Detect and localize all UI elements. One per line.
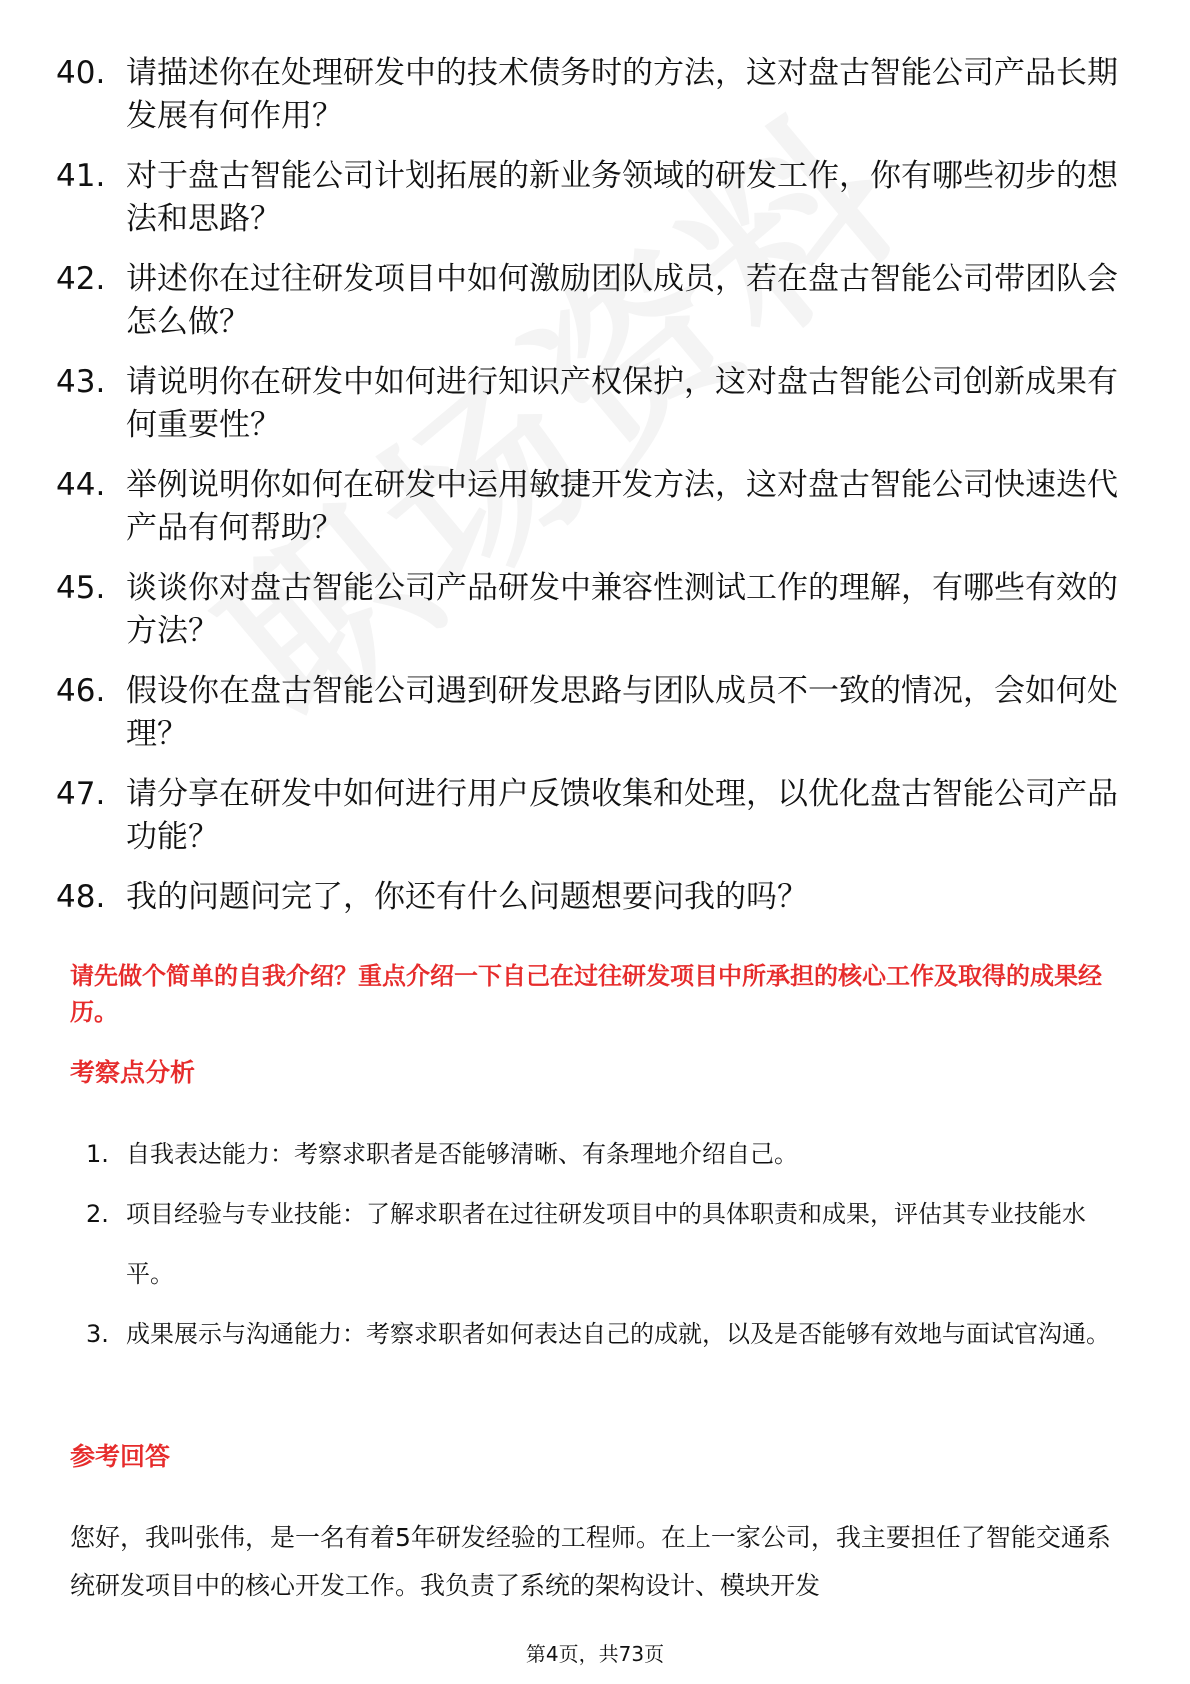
question-list: [56, 52, 1126, 936]
analysis-heading: 考察点分析: [70, 1058, 196, 1087]
question-item: [56, 567, 1126, 653]
question-number: 41.: [56, 158, 106, 194]
question-item: [56, 876, 1126, 919]
question-item: [56, 464, 1126, 550]
question-number: 44.: [56, 467, 106, 503]
analysis-number: 1.: [86, 1140, 109, 1168]
question-text: 谈谈你对盘古智能公司产品研发中兼容性测试工作的理解，有哪些有效的方法？: [126, 570, 1118, 649]
analysis-list: [86, 1124, 1126, 1364]
analysis-item: [86, 1304, 1126, 1364]
question-number: 43.: [56, 364, 106, 400]
question-item: [56, 670, 1126, 756]
question-text: 假设你在盘古智能公司遇到研发思路与团队成员不一致的情况，会如何处理？: [126, 673, 1118, 752]
question-item: [56, 155, 1126, 241]
question-item: [56, 773, 1126, 859]
analysis-text: 项目经验与专业技能：了解求职者在过往研发项目中的具体职责和成果，评估其专业技能水平。: [126, 1200, 1086, 1288]
question-text: 我的问题问完了，你还有什么问题想要问我的吗？: [126, 879, 808, 915]
analysis-item: [86, 1124, 1126, 1184]
question-text: 举例说明你如何在研发中运用敏捷开发方法，这对盘古智能公司快速迭代产品有何帮助？: [126, 467, 1118, 546]
question-text: 请描述你在处理研发中的技术债务时的方法，这对盘古智能公司产品长期发展有何作用？: [126, 55, 1118, 134]
question-text: 对于盘古智能公司计划拓展的新业务领域的研发工作，你有哪些初步的想法和思路？: [126, 158, 1118, 237]
question-number: 42.: [56, 261, 106, 297]
question-number: 45.: [56, 570, 106, 606]
question-number: 47.: [56, 776, 106, 812]
question-text: 讲述你在过往研发项目中如何激励团队成员，若在盘古智能公司带团队会怎么做？: [126, 261, 1118, 340]
answer-text: 您好，我叫张伟，是一名有着5年研发经验的工程师。在上一家公司，我主要担任了智能交通系统研发项目中的核心开发工作。我负责了系统的架构设计、模块开发: [70, 1523, 1111, 1600]
question-number: 40.: [56, 55, 106, 91]
question-number: 48.: [56, 879, 106, 915]
main-question: 请先做个简单的自我介绍？重点介绍一下自己在过往研发项目中所承担的核心工作及取得的成果经历。: [70, 962, 1102, 1026]
question-item: [56, 361, 1126, 447]
question-item: [56, 258, 1126, 344]
answer-heading: 参考回答: [70, 1442, 171, 1471]
page-footer: 第4页，共73页: [525, 1642, 665, 1666]
question-number: 46.: [56, 673, 106, 709]
question-text: 请分享在研发中如何进行用户反馈收集和处理，以优化盘古智能公司产品功能？: [126, 776, 1118, 855]
analysis-number: 2.: [86, 1200, 109, 1228]
question-text: 请说明你在研发中如何进行知识产权保护，这对盘古智能公司创新成果有何重要性？: [126, 364, 1118, 443]
question-item: [56, 52, 1126, 138]
analysis-text: 自我表达能力：考察求职者是否能够清晰、有条理地介绍自己。: [126, 1140, 798, 1168]
analysis-number: 3.: [86, 1320, 109, 1348]
analysis-item: [86, 1184, 1126, 1304]
analysis-text: 成果展示与沟通能力：考察求职者如何表达自己的成就，以及是否能够有效地与面试官沟通。: [126, 1320, 1110, 1348]
